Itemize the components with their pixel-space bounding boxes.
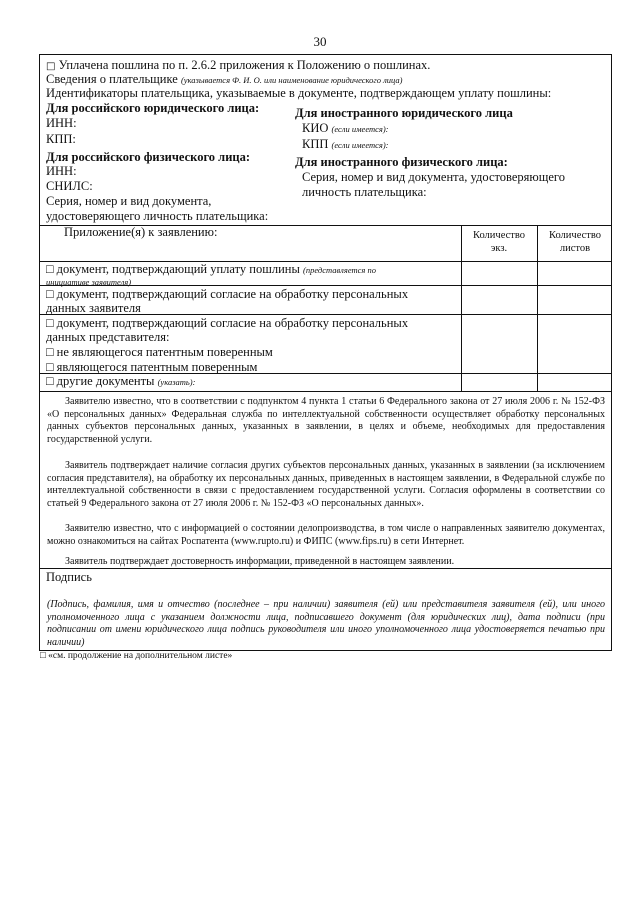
foreign-doc-line2[interactable]: личность плательщика: bbox=[302, 185, 427, 199]
ru-doc-line1: Серия, номер и вид документа, bbox=[46, 194, 212, 208]
snils-field[interactable]: СНИЛС: bbox=[46, 179, 93, 193]
attachment-row-consent-applicant[interactable]: □ документ, подтверждающий согласие на обработку персональных bbox=[46, 287, 409, 301]
checkbox-icon[interactable]: □ bbox=[46, 61, 56, 72]
divider bbox=[40, 568, 611, 569]
inn-field[interactable]: ИНН: bbox=[46, 116, 77, 130]
signature-label[interactable]: Подпись bbox=[46, 570, 92, 584]
kpp-foreign-field[interactable]: КПП (если имеется): bbox=[302, 137, 389, 151]
ru-legal-heading: Для российского юридического лица: bbox=[46, 101, 260, 115]
row-divider bbox=[40, 391, 611, 392]
inn-person-field[interactable]: ИНН: bbox=[46, 164, 77, 178]
attachment-row-consent-rep[interactable]: □ документ, подтверждающий согласие на обработку персональных bbox=[46, 316, 409, 330]
form-box bbox=[39, 54, 612, 651]
attachments-header: Приложение(я) к заявлению: bbox=[64, 225, 218, 239]
ru-doc-line2[interactable]: удостоверяющего личность плательщика: bbox=[46, 209, 269, 223]
attachment-row-consent-applicant-2: данных заявителя bbox=[46, 301, 141, 315]
ru-person-heading: Для российского физического лица: bbox=[46, 150, 251, 164]
row-divider bbox=[40, 285, 611, 286]
payer-info: Сведения о плательщике (указывается Ф. И. О. или наименование юридического лица) bbox=[46, 72, 403, 86]
continuation-checkbox[interactable]: □ «см. продолжение на дополнительном листе» bbox=[40, 651, 233, 661]
kpp-field[interactable]: КПП: bbox=[46, 132, 76, 146]
statement-accuracy: Заявитель подтверждает достоверность информации, приведенной в настоящем заявлении. bbox=[65, 556, 455, 567]
row-divider bbox=[40, 314, 611, 315]
statement-records-info: Заявителю известно, что с информацией о состоянии делопроизводства, в том числе о направленных заявителю документах, можно ознакомиться на сайтах Роспатента (www.rupto.ru) и ФИПС (www.fips.ru) в сети Интернет. bbox=[47, 523, 605, 547]
option-not-patent-attorney[interactable]: □ не являющегося патентным поверенным bbox=[46, 345, 273, 359]
attachment-row-fee[interactable]: □ документ, подтверждающий уплату пошлины (представляется по bbox=[46, 262, 376, 276]
statement-consent: Заявитель подтверждает наличие согласия других субъектов персональных данных, указанных в заявлении (за исключением согласия представителя), на обработку их персональных данных, приведенных в настоящем заявлении, в Федеральной службе по интеллектуальной собственности в связи с предоставлением государственной услуги. Согласия оформлены в соответствии со статьей 9 Федерального закона от 27 июля 2006 г. № 152-ФЗ «О персональных данных». bbox=[47, 460, 605, 509]
copies-column-header: Количество экз. bbox=[472, 230, 526, 254]
signature-note: (Подпись, фамилия, имя и отчество (последнее – при наличии) заявителя (ей) или представителя заявителя (ей), или иного уполномоченного лица с указанием должности лица, подписавшего документ (для юридических лиц), дата подписи (при подписании от имени юридического лица подпись руководителя или иного уполномоченного лица удостоверяется печатью при наличии) bbox=[47, 599, 605, 648]
attachment-row-consent-rep-2: данных представителя: bbox=[46, 330, 170, 344]
kio-field[interactable]: КИО (если имеется): bbox=[302, 121, 389, 135]
attachment-row-other[interactable]: □ другие документы (указать): bbox=[46, 374, 196, 388]
option-patent-attorney[interactable]: □ являющегося патентным поверенным bbox=[46, 360, 258, 374]
statement-personal-data: Заявителю известно, что в соответствии с подпунктом 4 пункта 1 статьи 6 Федерального закона от 27 июля 2006 г. № 152-ФЗ «О персональных данных» Федеральная служба по интеллектуальной собственности осуществляет обработку персональных данных субъектов персональных данных, указанных в заявлении, в целях и объеме, необходимых для предоставления государственной услуги. bbox=[47, 396, 605, 445]
foreign-doc-line1: Серия, номер и вид документа, удостоверяющего bbox=[302, 170, 565, 184]
foreign-person-heading: Для иностранного физического лица: bbox=[295, 155, 508, 169]
sheets-column-header: Количество листов bbox=[548, 230, 602, 254]
identifiers-line: Идентификаторы плательщика, указываемые в документе, подтверждающем уплату пошлины: bbox=[46, 86, 552, 100]
fee-paid-line: □ Уплачена пошлина по п. 2.6.2 приложения к Положению о пошлинах. bbox=[46, 58, 431, 72]
attachment-row-fee-note: инициативе заявителя) bbox=[46, 277, 132, 287]
page-number: 30 bbox=[313, 34, 327, 49]
foreign-legal-heading: Для иностранного юридического лица bbox=[295, 106, 513, 120]
